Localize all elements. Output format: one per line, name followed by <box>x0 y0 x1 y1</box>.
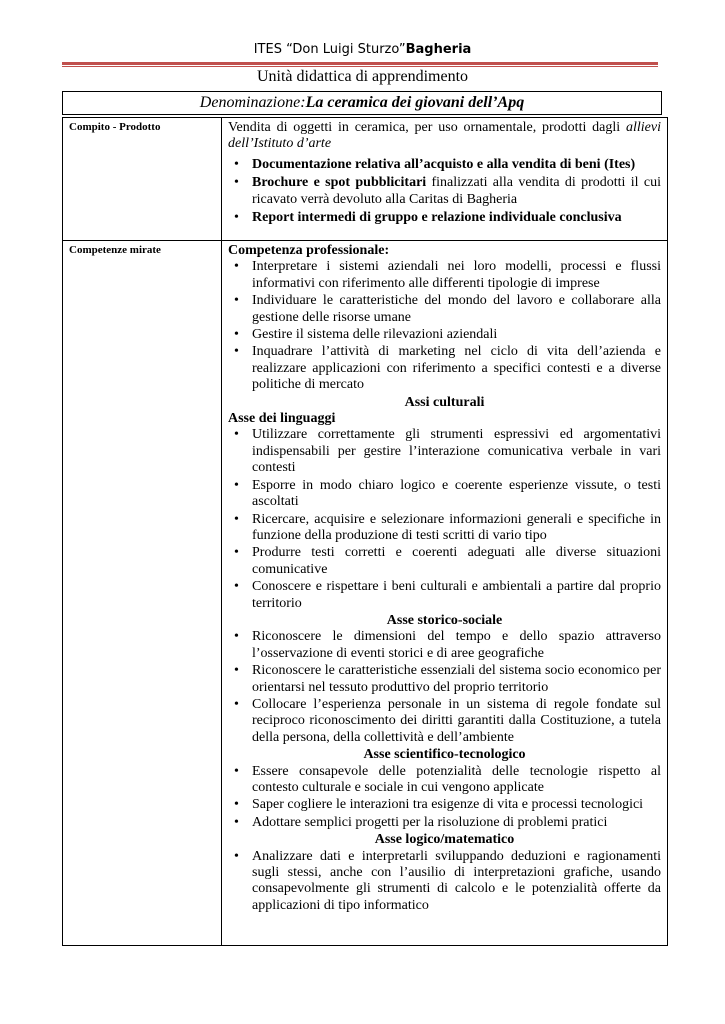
list-item: • Interpretare i sistemi aziendali nei loro modelli, processi e flussi informativi con riferimento alle differenti tipologie di imprese <box>228 259 661 292</box>
list-item: • Riconoscere le caratteristiche essenziali del sistema socio economico per orientarsi nel tessuto produttivo del proprio territorio <box>228 663 661 696</box>
logico-list <box>228 849 661 915</box>
list-item: • Ricercare, acquisire e selezionare informazioni generali e specifiche in funzione della produzione di testi scritti di vario tipo <box>228 512 661 545</box>
school-city: Bagheria <box>405 42 472 57</box>
list-item <box>228 175 661 208</box>
compito-content <box>222 118 668 241</box>
header-rule-thin <box>62 66 658 67</box>
list-item: • Individuare le caratteristiche del mondo del lavoro e collaborare alla gestione delle risorse umane <box>228 293 661 326</box>
header-rule-thick <box>62 62 658 65</box>
compito-label: Compito - Prodotto <box>63 118 222 241</box>
page-header <box>0 42 725 57</box>
assi-title: Assi culturali <box>404 394 485 410</box>
denominazione-label: Denominazione: <box>199 94 306 111</box>
storico-title: Asse storico-sociale <box>386 612 503 628</box>
list-item: • Conoscere e rispettare i beni culturali e ambientali a partire dal proprio territorio <box>228 579 661 612</box>
list-item: • Inquadrare l’attività di marketing nel ciclo di vita dell’azienda e realizzare applicazioni con riferimento a specifici contesti e a diverse politiche di mercato <box>228 344 661 393</box>
denominazione-box <box>62 91 662 115</box>
list-item: • Utilizzare correttamente gli strumenti espressivi ed argomentativi indispensabili per gestire l’interazione comunicativa verbale in vari contesti <box>228 427 661 476</box>
school-name: ITES “Don Luigi Sturzo” <box>253 42 406 57</box>
scientifico-list <box>228 764 661 832</box>
prof-title: Competenza professionale: <box>228 243 390 258</box>
denominazione-value: La ceramica dei giovani dell’Apq <box>305 94 525 111</box>
list-item: • Produrre testi corretti e coerenti adeguati alle diverse situazioni comunicative <box>228 545 661 578</box>
competenze-content <box>222 241 668 946</box>
compito-intro-italic: allievi dell’Istituto d’arte <box>228 120 661 152</box>
compito-list <box>228 157 661 227</box>
list-item <box>228 157 661 173</box>
list-item: • Saper cogliere le interazioni tra esigenze di vita e processi tecnologici <box>228 797 661 813</box>
row-competenze <box>63 241 668 946</box>
linguaggi-list <box>228 427 661 611</box>
list-item <box>228 210 661 226</box>
list-item: • Esporre in modo chiaro logico e coerente esperienze vissute, o testi ascoltati <box>228 478 661 511</box>
scientifico-title: Asse scientifico-tecnologico <box>363 747 526 763</box>
item-text: finalizzati alla vendita di prodotti il cui ricavato verrà devoluto alla Caritas di Bagheria <box>252 175 661 207</box>
logico-title: Asse logico/matematico <box>374 832 515 848</box>
list-item: • Adottare semplici progetti per la risoluzione di problemi pratici <box>228 815 661 831</box>
list-item: • Gestire il sistema delle rilevazioni aziendali <box>228 327 661 343</box>
unit-title: Unità didattica di apprendimento <box>256 68 469 85</box>
item-bold: Brochure e spot pubblicitari <box>252 175 427 191</box>
list-item: • Analizzare dati e interpretarli sviluppando deduzioni e ragionamenti sugli stessi, anche con l’ausilio di interpretazioni grafiche, usando consapevolmente gli strumenti di calcolo e le potenzialità offerte da applicazioni di tipo informatico <box>228 849 661 915</box>
item-bold: Report intermedi di gruppo e relazione individuale conclusiva <box>252 210 622 226</box>
row-compito <box>63 118 668 241</box>
storico-list <box>228 629 661 746</box>
prof-list <box>228 259 661 393</box>
list-item: • Collocare l’esperienza personale in un sistema di regole fondate sul reciproco riconoscimento dei diritti garantiti dalla Costituzione, a tutela della persona, della collettività e dell’ambiente <box>228 697 661 746</box>
list-item: • Riconoscere le dimensioni del tempo e dello spazio attraverso l’osservazione di eventi storici e di aree geografiche <box>228 629 661 662</box>
compito-intro-text: Vendita di oggetti in ceramica, per uso ornamentale, prodotti dagli <box>228 120 626 135</box>
linguaggi-title: Asse dei linguaggi <box>228 411 336 427</box>
competenze-label: Competenze mirate <box>63 241 222 946</box>
compito-intro <box>228 120 661 153</box>
unit-table <box>62 117 668 946</box>
list-item: • Essere consapevole delle potenzialità delle tecnologie rispetto al contesto culturale e sociale in cui vengono applicate <box>228 764 661 797</box>
item-bold: Documentazione relativa all’acquisto e alla vendita di beni (Ites) <box>252 156 636 172</box>
